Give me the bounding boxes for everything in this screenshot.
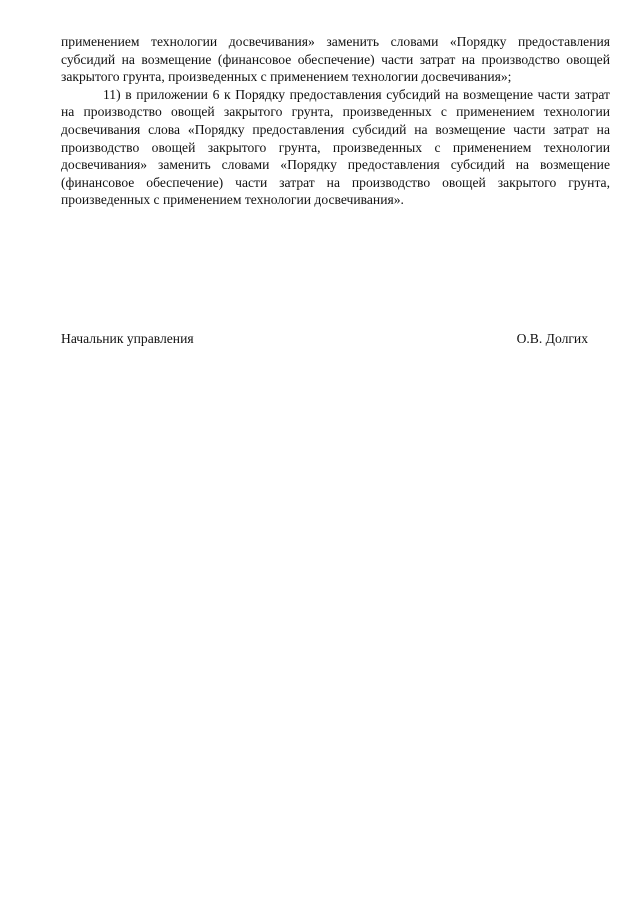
signature-block	[61, 330, 588, 348]
signatory-name: О.В. Долгих	[516, 331, 588, 346]
document-body	[61, 33, 610, 209]
signatory-position: Начальник управления	[61, 331, 194, 346]
paragraph-continuation: применением технологии досвечивания» заменить словами «Порядку предоставления субсидий на возмещение (финансовое обеспечение) части затрат на производство овощей закрытого грунта, произведенных с применением технологии досвечивания»;	[61, 34, 610, 85]
paragraph-item-11: 11) в приложении 6 к Порядку предоставления субсидий на возмещение части затрат на производство овощей закрытого грунта, произведенных с применением технологии досвечивания слова «Порядку предоставления субсидий на возмещение части затрат на производство овощей закрытого грунта, произведенных с применением технологии досвечивания» заменить словами «Порядку предоставления субсидий на возмещение (финансовое обеспечение) части затрат на производство овощей закрытого грунта, произведенных с применением технологии досвечивания».	[61, 86, 610, 208]
